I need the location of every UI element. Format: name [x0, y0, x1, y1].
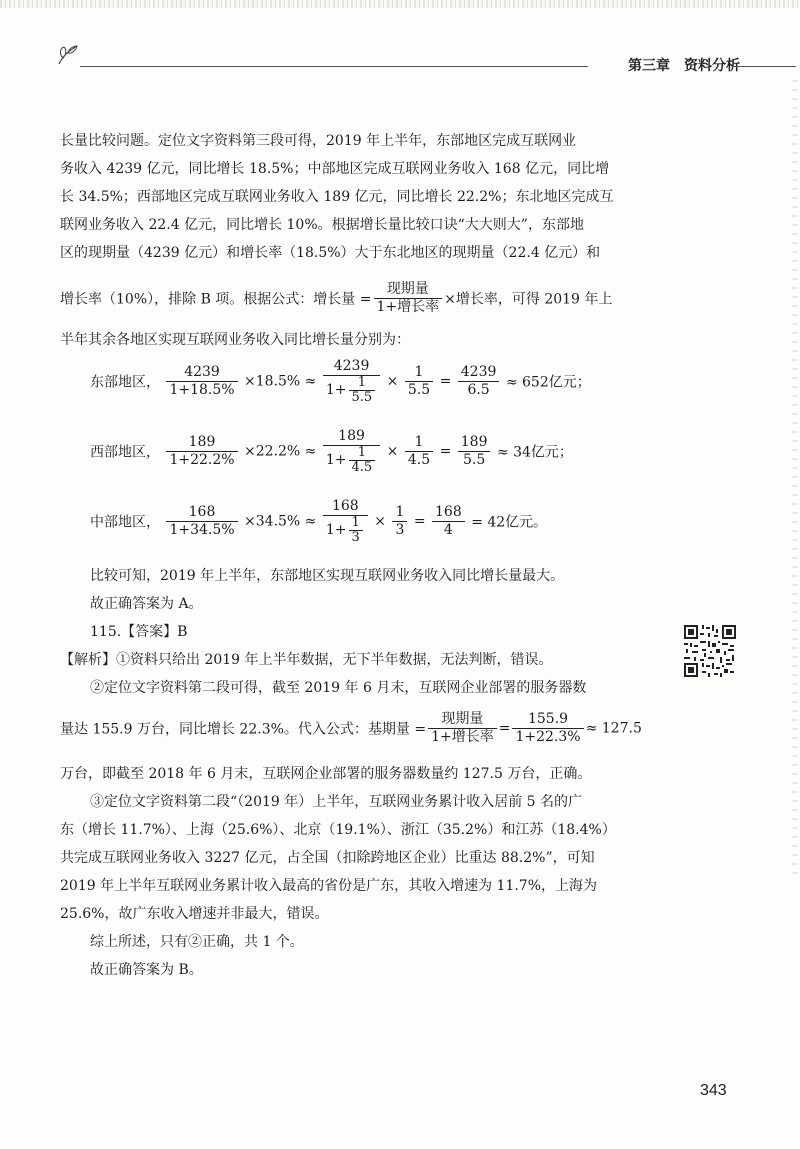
summary: 综上所述，只有②正确，共 1 个。 [90, 934, 304, 950]
denominator: 5.5 [351, 390, 373, 405]
text: 量达 155.9 万台，同比增长 22.3%。代入公式：基期量 = [60, 721, 427, 738]
numerator: 4239 [458, 364, 500, 382]
chapter-label: 第三章 [628, 58, 670, 74]
operator: × [374, 513, 386, 530]
paragraph-line: 半年其余各地区实现互联网业务收入同比增长量分别为： [60, 332, 410, 348]
analysis-line: 【解析】①资料只给出 2019 年上半年数据，无下半年数据，无法判断，错误。 [60, 652, 553, 668]
fraction-growth-formula [374, 281, 443, 316]
fraction [323, 498, 368, 545]
scan-edge [0, 0, 800, 8]
denominator: 1+18.5% [169, 382, 235, 398]
denominator: 3 [395, 522, 405, 538]
region-label: 中部地区， [90, 514, 160, 531]
page-number: 343 [700, 1082, 727, 1099]
numerator: 189 [458, 434, 491, 452]
fraction [405, 434, 433, 469]
fraction [166, 504, 237, 539]
numerator: 1 [405, 364, 433, 382]
question-115-title: 115.【答案】B [90, 624, 188, 640]
running-header [628, 55, 754, 75]
analysis-line: ③定位文字资料第二段“（2019 年）上半年，互联网业务累计收入居前 5 名的广 [90, 794, 583, 810]
numerator: 189 [166, 434, 237, 452]
fraction [166, 364, 237, 399]
formula-line [60, 281, 672, 316]
numerator: 现期量 [374, 281, 443, 299]
fraction [458, 364, 500, 399]
paragraph-line: 务收入 4239 亿元，同比增长 18.5%；中部地区完成互联网业务收入 168 亿元，同比增 [60, 161, 610, 177]
fraction [323, 428, 380, 475]
denominator: 1+34.5% [169, 522, 235, 538]
conclusion: 比较可知，2019 年上半年，东部地区实现互联网业务收入同比增长量最大。 [90, 568, 565, 584]
denominator: 1+增长率 [376, 299, 440, 315]
denominator: 1+22.2% [169, 452, 235, 468]
operator: × [386, 373, 399, 390]
qr-code-icon [682, 623, 738, 679]
paragraph-line: 联网业务收入 22.4 亿元，同比增长 10%。根据增长量比较口诀“大大则大”，东部地 [60, 217, 584, 233]
denominator: 1+22.3% [515, 729, 581, 745]
paragraph-line: 区的现期量（4239 亿元）和增长率（18.5%）大于东北地区的现期量（22.4 亿元）和 [60, 245, 601, 261]
result: ≈ 652亿元； [505, 374, 591, 391]
analysis-line: 2019 年上半年互联网业务累计收入最高的省份是广东，其收入增速为 11.7%，上海为 [60, 878, 598, 894]
equation-central [90, 498, 547, 545]
denominator: 4.5 [407, 452, 431, 468]
numerator: 189 [323, 428, 380, 446]
operator: = [413, 513, 426, 530]
fraction [432, 504, 465, 539]
analysis-line: ②定位文字资料第二段可得，截至 2019 年 6 月末，互联网企业部署的服务器数 [90, 680, 587, 696]
fraction [166, 434, 237, 469]
operator: = [498, 720, 511, 737]
denominator: 3 [351, 530, 360, 545]
region-label: 东部地区， [90, 374, 160, 391]
numerator: 1 [349, 376, 376, 391]
nested-fraction [349, 376, 376, 405]
text: 增长率（10%），排除 B 项。根据公式：增长量 = [60, 291, 372, 308]
denominator-prefix: 1+ [325, 452, 347, 468]
denominator: 5.5 [462, 452, 486, 468]
numerator: 168 [166, 504, 237, 522]
numerator: 现期量 [428, 711, 497, 729]
operator: ×22.2% ≈ [244, 443, 317, 460]
scan-edge-right [792, 80, 798, 880]
equation-east [90, 358, 591, 405]
operator: ×18.5% ≈ [244, 373, 317, 390]
paragraph-line: 长 34.5%；西部地区完成互联网业务收入 189 亿元，同比增长 22.2%；东北地区完成互 [60, 189, 614, 205]
equation-west [90, 428, 573, 475]
fraction [512, 711, 583, 746]
analysis-line: 东（增长 11.7%）、上海（25.6%）、北京（19.1%）、浙江（35.2%）和江苏（18.4%） [60, 822, 616, 838]
operator: = [439, 443, 452, 460]
analysis-line: 25.6%，故广东收入增速并非最大，错误。 [60, 906, 329, 922]
denominator [323, 446, 380, 475]
denominator [323, 376, 380, 405]
denominator: 4 [443, 522, 453, 538]
leaf-ornament-icon [55, 42, 81, 68]
denominator [323, 516, 368, 545]
result: ≈ 34亿元； [496, 444, 573, 461]
numerator: 4239 [166, 364, 237, 382]
numerator: 1 [392, 504, 407, 522]
numerator: 1 [349, 516, 363, 531]
header-rule-left [80, 66, 588, 67]
numerator: 168 [323, 498, 368, 516]
result: = 42亿元。 [471, 514, 548, 531]
section-label: 资料分析 [684, 58, 740, 74]
answer-114: 故正确答案为 A。 [90, 596, 203, 612]
numerator: 4239 [323, 358, 380, 376]
denominator-prefix: 1+ [325, 522, 347, 538]
numerator: 155.9 [512, 711, 583, 729]
analysis-line: 共完成互联网业务收入 3227 亿元，占全国（扣除跨地区企业）比重达 88.2%”，可知 [60, 850, 595, 866]
denominator: 6.5 [467, 382, 490, 398]
fraction [323, 358, 380, 405]
fraction [392, 504, 407, 539]
denominator-prefix: 1+ [325, 382, 347, 398]
fraction [458, 434, 491, 469]
denominator: 5.5 [407, 382, 431, 398]
nested-fraction [349, 446, 376, 475]
result: ≈ 127.5 [585, 720, 642, 737]
formula-line [60, 711, 672, 746]
region-label: 西部地区， [90, 444, 160, 461]
paragraph-line: 长量比较问题。定位文字资料第三段可得，2019 年上半年，东部地区完成互联网业 [60, 133, 577, 149]
numerator: 1 [405, 434, 433, 452]
text: ×增长率，可得 2019 年上 [444, 291, 613, 308]
fraction [405, 364, 433, 399]
numerator: 168 [432, 504, 465, 522]
operator: ×34.5% ≈ [244, 513, 317, 530]
fraction-base-formula [428, 711, 497, 746]
denominator: 4.5 [351, 460, 373, 475]
answer-115: 故正确答案为 B。 [90, 962, 203, 978]
numerator: 1 [349, 446, 376, 461]
operator: × [386, 443, 399, 460]
denominator: 1+增长率 [431, 729, 494, 745]
operator: = [439, 373, 452, 390]
nested-fraction [349, 516, 363, 545]
header-rule-right [732, 66, 796, 67]
analysis-line: 万台，即截至 2018 年 6 月末，互联网企业部署的服务器数量约 127.5 万台，正确。 [60, 766, 592, 782]
